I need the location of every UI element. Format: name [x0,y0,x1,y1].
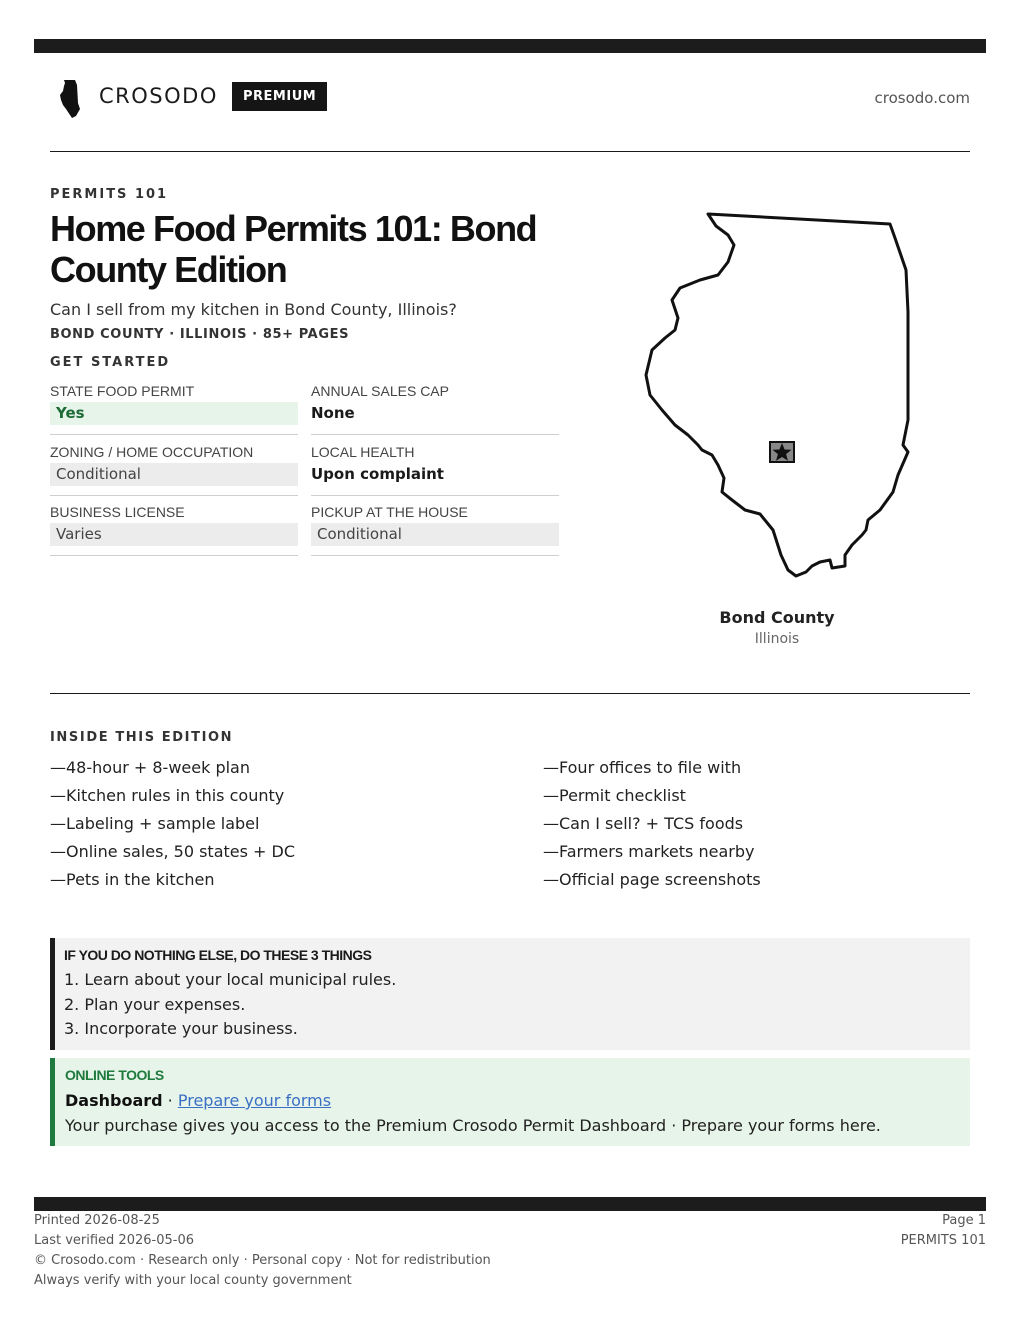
bottom-rule-bar [34,1197,986,1211]
verified-date: Last verified 2026-05-06 [34,1233,194,1248]
footer-left [34,1211,491,1291]
callout-steps [64,970,396,1044]
header-divider [50,151,970,152]
page-title: Home Food Permits 101: Bond County Edition [50,208,537,290]
fact-label: BUSINESS LICENSE [50,504,185,520]
fact-local-health [311,443,559,496]
fact-label: LOCAL HEALTH [311,444,415,460]
get-started-heading: GET STARTED [50,355,171,370]
fact-value: Yes [50,402,298,425]
fact-label: ANNUAL SALES CAP [311,383,449,399]
fact-value: Varies [50,523,298,546]
site-url[interactable]: crosodo.com [874,89,970,107]
fact-value: Upon complaint [311,465,444,483]
fact-value: None [311,404,355,422]
dashboard-label: Dashboard [65,1091,163,1110]
contents-list-left [50,758,470,898]
illinois-map [640,205,920,585]
tools-heading: ONLINE TOOLS [65,1067,164,1083]
top-rule-bar [34,39,986,53]
callout-heading: IF YOU DO NOTHING ELSE, DO THESE 3 THINGS [64,947,372,963]
tools-links-line [65,1091,331,1110]
printed-date: Printed 2026-08-25 [34,1213,160,1228]
map-county-caption: Bond County [719,608,835,627]
illinois-outline [646,214,908,576]
list-item: —Pets in the kitchen [50,870,215,889]
fact-state-food-permit [50,382,298,435]
list-item: —Labeling + sample label [50,814,260,833]
callout-step: 3. Incorporate your business. [64,1019,298,1038]
brand-name[interactable]: CROSODO [99,84,218,108]
contents-list-right [543,758,963,898]
footer-section: PERMITS 101 [900,1233,986,1248]
fact-label: STATE FOOD PERMIT [50,383,195,399]
map-state-caption: Illinois [754,631,800,647]
list-item: —Official page screenshots [543,870,761,889]
callout-step: 2. Plan your expenses. [64,994,246,1014]
premium-badge: PREMIUM [232,82,327,111]
verify-notice: Always verify with your local county government [34,1273,352,1288]
fact-business-license [50,503,298,556]
prepare-forms-link[interactable]: Prepare your forms [177,1091,332,1110]
fact-value: Conditional [311,523,559,546]
fact-label: ZONING / HOME OCCUPATION [50,444,254,460]
list-item: —Online sales, 50 states + DC [50,842,296,861]
inside-edition-heading: INSIDE THIS EDITION [50,730,234,745]
fact-label: PICKUP AT THE HOUSE [311,504,468,520]
footer-right [901,1211,986,1251]
list-item: —Farmers markets nearby [543,842,755,861]
list-item: —Kitchen rules in this county [50,786,285,805]
three-things-callout [50,938,970,1050]
fact-pickup [311,503,559,556]
tools-description: Your purchase gives you access to the Premium Crosodo Permit Dashboard · Prepare your forms here. [65,1116,881,1135]
list-item: —Permit checklist [543,786,686,805]
separator: · [162,1091,178,1110]
list-item: —Can I sell? + TCS foods [543,814,744,833]
header [50,76,970,120]
fact-annual-sales-cap [311,382,559,435]
copyright-notice: © Crosodo.com · Research only · Personal copy · Not for redistribution [34,1253,491,1268]
fact-zoning [50,443,298,496]
edition-meta: BOND COUNTY · ILLINOIS · 85+ PAGES [50,327,350,342]
section-divider [50,693,970,694]
callout-step: 1. Learn about your local municipal rules. [64,970,397,989]
online-tools-callout [50,1058,970,1146]
section-kicker: PERMITS 101 [50,187,169,202]
list-item: —Four offices to file with [543,758,742,777]
list-item: —48-hour + 8-week plan [50,758,250,777]
illinois-logo-icon [58,79,84,119]
page-number: Page 1 [942,1213,986,1228]
fact-value: Conditional [50,463,298,486]
page-subtitle: Can I sell from my kitchen in Bond County, Illinois? [50,300,457,319]
